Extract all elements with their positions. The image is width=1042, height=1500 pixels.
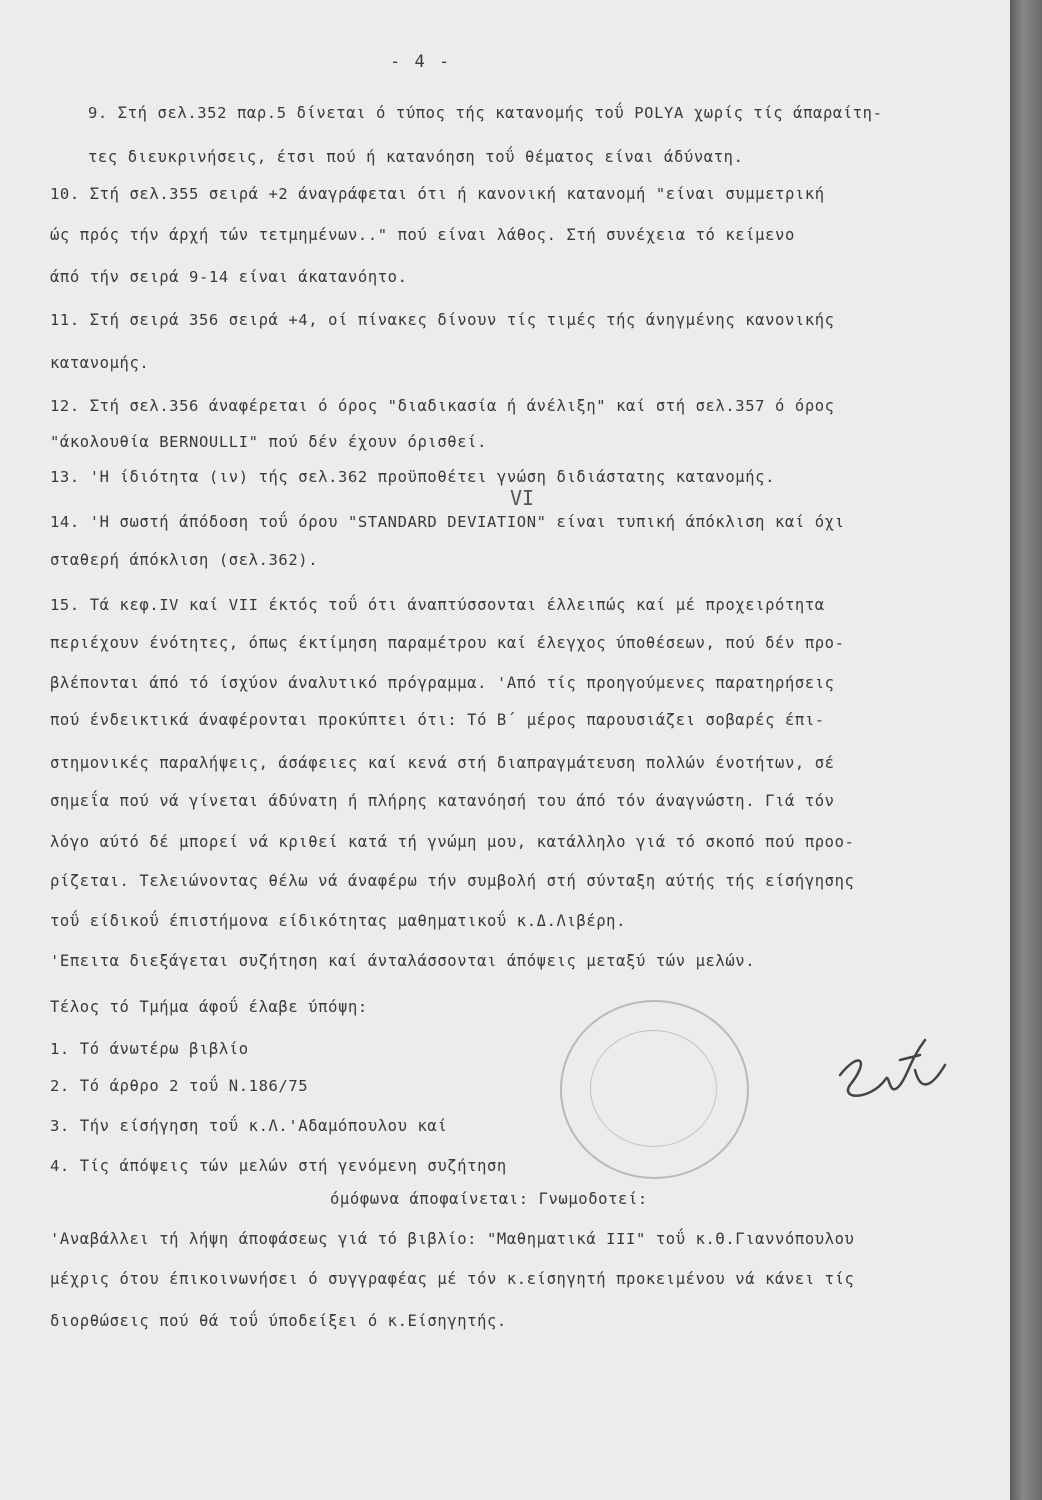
text-line: 13. 'Η ίδιότητα (ιν) τής σελ.362 προϋποθέτει γνώση διδιάστατης κατανομής. xyxy=(50,468,776,486)
text-line: λόγο αύτό δέ μπορεί νά κριθεί κατά τή γνώμη μου, κατάλληλο γιά τό σκοπό πού προο- xyxy=(50,833,855,851)
text-line: σημεΐα πού νά γίνεται άδύνατη ή πλήρης κατανόησή του άπό τόν άναγνώστη. Γιά τόν xyxy=(50,792,835,810)
text-line: ρίζεται. Τελειώνοντας θέλω νά άναφέρω τήν συμβολή στή σύνταξη αύτής τής είσήγησης xyxy=(50,872,855,890)
text-line: 11. Στή σειρά 356 σειρά +4, οί πίνακες δίνουν τίς τιμές τής άνηγμένης κανονικής xyxy=(50,311,835,329)
official-stamp-inner-ring xyxy=(590,1030,717,1147)
text-line: διορθώσεις πού θά τοΰ ύποδείξει ό κ.Είσηγητής. xyxy=(50,1312,507,1330)
text-line: τες διευκρινήσεις, έτσι πού ή κατανόηση τοΰ θέματος είναι άδύνατη. xyxy=(88,148,744,166)
handwritten-correction: VI xyxy=(510,486,535,510)
text-line: "άκολουθία BERNOULLI" πού δέν έχουν όρισθεί. xyxy=(50,433,487,451)
text-line: 15. Τά κεφ.IV καί VII έκτός τοΰ ότι άναπτύσσονται έλλειπώς καί μέ προχειρότητα xyxy=(50,596,825,614)
text-line: 'Επειτα διεξάγεται συζήτηση καί άνταλάσσονται άπόψεις μεταξύ τών μελών. xyxy=(50,952,756,970)
text-line: 2. Τό άρθρο 2 τοΰ Ν.186/75 xyxy=(50,1077,309,1095)
text-line: όμόφωνα άποφαίνεται: Γνωμοδοτεί: xyxy=(330,1190,648,1208)
text-line: σταθερή άπόκλιση (σελ.362). xyxy=(50,551,319,569)
text-line: 3. Τήν είσήγηση τοΰ κ.Λ.'Αδαμόπουλου καί xyxy=(50,1117,448,1135)
text-line: 12. Στή σελ.356 άναφέρεται ό όρος "διαδικασία ή άνέλιξη" καί στή σελ.357 ό όρος xyxy=(50,397,835,415)
text-line: τοΰ είδικοΰ έπιστήμονα είδικότητας μαθηματικοΰ κ.Δ.Λιβέρη. xyxy=(50,912,627,930)
book-spine xyxy=(1010,0,1042,1500)
text-line: πού ένδεικτικά άναφέρονται προκύπτει ότι: Τό Β΄ μέρος παρουσιάζει σοβαρές έπι- xyxy=(50,711,825,729)
text-line: 'Αναβάλλει τή λήψη άποφάσεως γιά τό βιβλίο: "Μαθηματικά III" τοΰ κ.Θ.Γιαννόπουλου xyxy=(50,1230,855,1248)
text-line: άπό τήν σειρά 9-14 είναι άκατανόητο. xyxy=(50,268,408,286)
text-line: περιέχουν ένότητες, όπως έκτίμηση παραμέτρου καί έλεγχος ύποθέσεων, πού δέν προ- xyxy=(50,634,845,652)
signature xyxy=(830,1030,960,1120)
text-line: 10. Στή σελ.355 σειρά +2 άναγράφεται ότι ή κανονική κατανομή "είναι συμμετρική xyxy=(50,185,825,203)
text-line: κατανομής. xyxy=(50,354,150,372)
text-line: μέχρις ότου έπικοινωνήσει ό συγγραφέας μέ τόν κ.είσηγητή προκειμένου νά κάνει τίς xyxy=(50,1270,855,1288)
text-line: 4. Τίς άπόψεις τών μελών στή γενόμενη συζήτηση xyxy=(50,1157,507,1175)
text-line: 9. Στή σελ.352 παρ.5 δίνεται ό τύπος τής κατανομής τοΰ POLYA χωρίς τίς άπαραίτη- xyxy=(88,104,883,122)
text-line: στημονικές παραλήψεις, άσάφειες καί κενά στή διαπραγμάτευση πολλών ένοτήτων, σέ xyxy=(50,754,835,772)
text-line: βλέπονται άπό τό ίσχύον άναλυτικό πρόγραμμα. 'Από τίς προηγούμενες παρατηρήσεις xyxy=(50,674,835,692)
text-line: 14. 'Η σωστή άπόδοση τοΰ όρου "STANDARD DEVIATION" είναι τυπική άπόκλιση καί όχι xyxy=(50,513,845,531)
page-number: - 4 - xyxy=(390,52,452,72)
text-line: 1. Τό άνωτέρω βιβλίο xyxy=(50,1040,249,1058)
text-line: Τέλος τό Τμήμα άφοΰ έλαβε ύπόψη: xyxy=(50,998,368,1016)
text-line: ώς πρός τήν άρχή τών τετμημένων.." πού είναι λάθος. Στή συνέχεια τό κείμενο xyxy=(50,226,795,244)
